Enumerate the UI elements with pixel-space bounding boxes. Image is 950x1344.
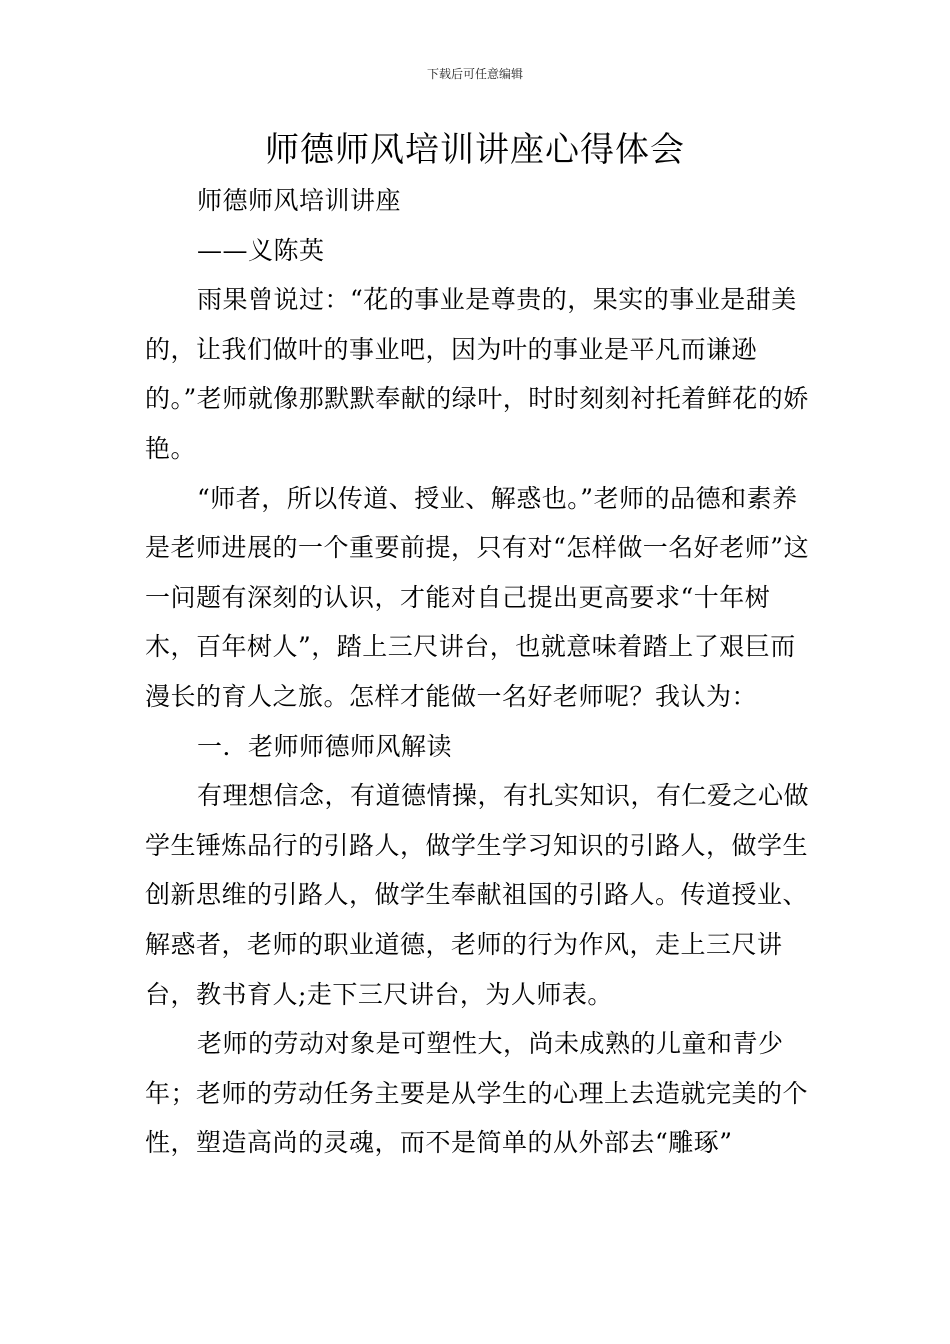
paragraph-3: 有理想信念，有道德情操，有扎实知识，有仁爱之心做学生锤炼品行的引路人，做学生学习知识的引路人，做学生创新思维的引路人，做学生奉献祖国的引路人。传道授业、解惑者，老师的职业道德，老师的行为作风，走上三尺讲台，教书育人;走下三尺讲台，为人师表。: [145, 781, 810, 1009]
document-body: [145, 176, 815, 1168]
document-title: 师德师风培训讲座心得体会: [265, 130, 685, 170]
paragraph-4: 老师的劳动对象是可塑性大，尚未成熟的儿童和青少年；老师的劳动任务主要是从学生的心理上去造就完美的个性，塑造高尚的灵魂，而不是简单的从外部去“雕琢”: [145, 1029, 809, 1158]
author-line: ——义陈英: [197, 235, 325, 265]
section-heading-1: 一．老师师德师风解读: [197, 731, 453, 761]
paragraph-1: 雨果曾说过：“花的事业是尊贵的，果实的事业是甜美的，让我们做叶的事业吧，因为叶的事业是平凡而谦逊的。”老师就像那默默奉献的绿叶，时时刻刻衬托着鲜花的娇艳。: [145, 285, 809, 463]
paragraph-2: “师者，所以传道、授业、解惑也。”老师的品德和素养是老师进展的一个重要前提，只有对“怎样做一名好老师”这一问题有深刻的认识，才能对自己提出更高要求“十年树木，百年树人”，踏上三尺讲台，也就意味着踏上了艰巨而漫长的育人之旅。怎样才能做一名好老师呢？我认为：: [145, 483, 810, 711]
subtitle-line: 师德师风培训讲座: [197, 186, 402, 215]
page-header: 下载后可任意编辑: [426, 67, 523, 81]
